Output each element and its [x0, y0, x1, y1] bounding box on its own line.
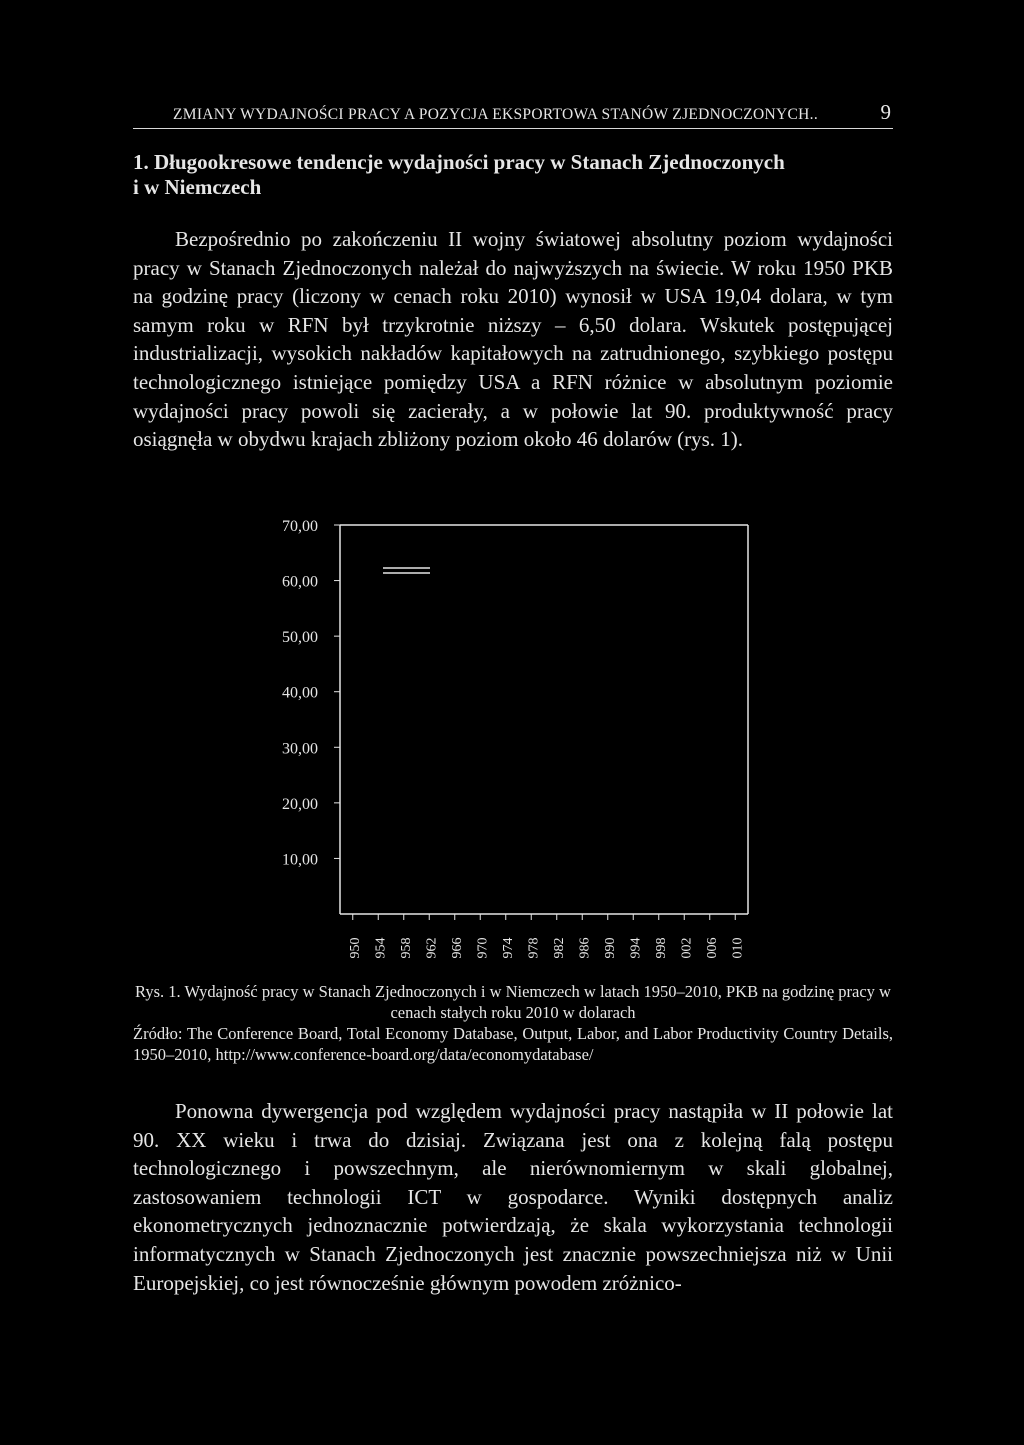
x-tick-label: 986	[577, 937, 593, 959]
figure-caption	[133, 981, 893, 1065]
y-tick-label: 30,00	[282, 740, 318, 758]
y-tick-label: 50,00	[282, 629, 318, 647]
x-tick-label: 974	[500, 937, 516, 959]
x-tick-label: 970	[475, 937, 491, 959]
x-tick-label: 954	[373, 937, 389, 959]
section-heading-line1: 1. Długookresowe tendencje wydajności pracy w Stanach Zjednoczonych	[133, 150, 785, 174]
y-tick-label: 10,00	[282, 851, 318, 869]
x-tick-label: 010	[730, 937, 746, 959]
y-tick-label: 40,00	[282, 684, 318, 702]
x-tick-label: 950	[347, 937, 363, 959]
running-header	[133, 100, 893, 129]
caption-main: Rys. 1. Wydajność pracy w Stanach Zjednoczonych i w Niemczech w latach 1950–2010, PKB na godzinę pracy w cenach stałych roku 2010 w dolarach	[135, 982, 891, 1022]
x-tick-label: 002	[679, 937, 695, 959]
x-tick-label: 006	[704, 937, 720, 959]
x-tick-label: 990	[602, 937, 618, 959]
y-tick-label: 70,00	[282, 518, 318, 535]
figure-1-chart	[240, 505, 780, 975]
body-paragraph-1	[133, 225, 893, 454]
x-tick-label: 978	[526, 937, 542, 959]
x-tick-label: 966	[449, 937, 465, 959]
section-heading-line2: i w Niemczech	[133, 175, 262, 199]
y-tick-label: 20,00	[282, 795, 318, 813]
paragraph-1-text: Bezpośrednio po zakończeniu II wojny światowej absolutny poziom wydajności pracy w Stanach Zjednoczonych należał do najwyższych na świecie. W roku 1950 PKB na godzinę pracy (liczony w cenach roku 2010) wynosił w USA 19,04 dolara, w tym samym roku w RFN był trzykrotnie niższy – 6,50 dolara. Wskutek postępującej industrializacji, wysokich nakładów kapitałowych na zatrudnionego, szybkiego postępu technologicznego istniejące pomiędzy USA a RFN różnice w absolutnym poziomie wydajności pracy powoli się zacierały, a w połowie lat 90. produktywność pracy osiągnęła w obydwu krajach zbliżony poziom około 46 dolarów (rys. 1).	[133, 227, 893, 452]
x-tick-label: 982	[551, 937, 567, 959]
section-heading	[133, 150, 893, 200]
body-paragraph-2	[133, 1097, 893, 1297]
paragraph-2-text: Ponowna dywergencja pod względem wydajności pracy nastąpiła w II połowie lat 90. XX wieku i trwa do dzisiaj. Związana jest ona z kolejną falą postępu technologicznego i powszechnym, ale nierównomiernym w skali globalnej, zastosowaniem technologii ICT w gospodarce. Wyniki dostępnych analiz ekonometrycznych jednoznacznie potwierdzają, że skala wykorzystania technologii informatycznych w Stanach Zjednoczonych jest znacznie powszechniejsza niż w Unii Europejskiej, co jest równocześnie głównym powodem zróżnico-	[133, 1099, 893, 1295]
x-tick-label: 998	[653, 937, 669, 959]
x-tick-label: 994	[628, 937, 644, 959]
caption-source: Źródło: The Conference Board, Total Economy Database, Output, Labor, and Labor Productivity Country Details, 1950–2010, http://www.conference-board.org/data/economydatabase/	[133, 1024, 893, 1064]
x-tick-label: 962	[424, 937, 440, 959]
y-tick-label: 60,00	[282, 573, 318, 591]
page-number: 9	[880, 100, 891, 124]
chart-svg	[240, 505, 780, 975]
x-tick-label: 958	[398, 937, 414, 959]
running-title: ZMIANY WYDAJNOŚCI PRACY A POZYCJA EKSPORTOWA STANÓW ZJEDNOCZONYCH..	[173, 106, 819, 123]
